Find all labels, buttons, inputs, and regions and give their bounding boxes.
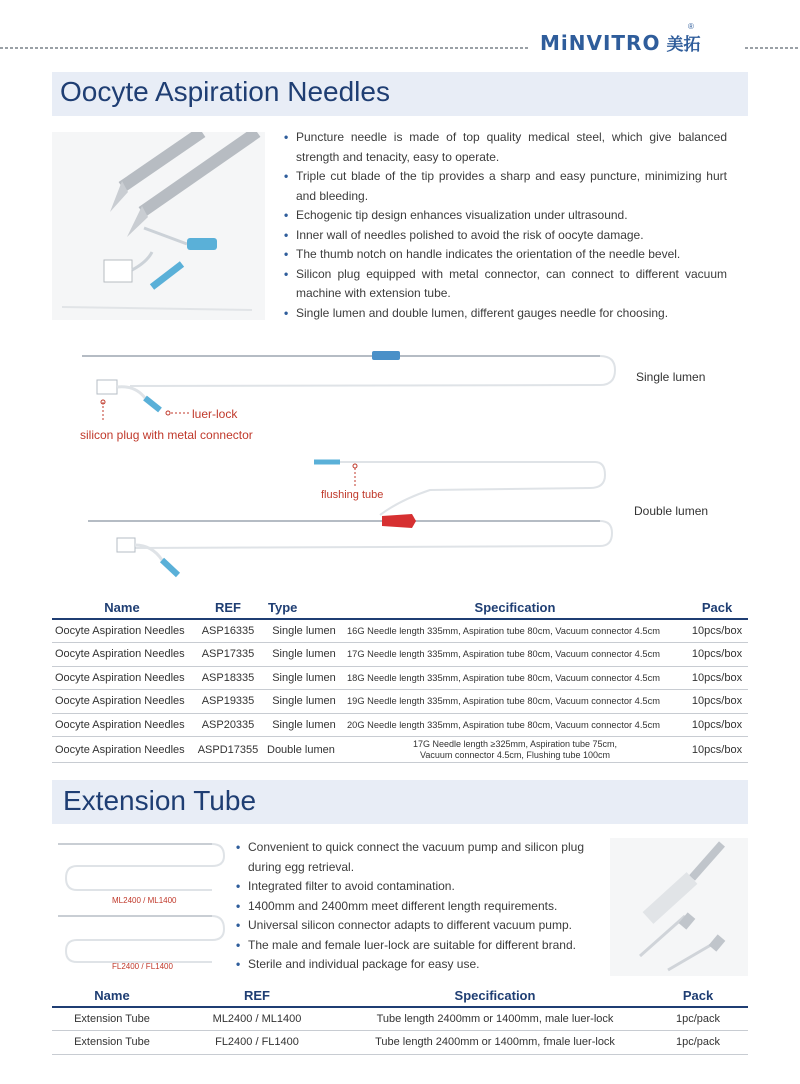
cell-type: Single lumen	[264, 666, 344, 690]
cell-pack: 1pc/pack	[648, 1031, 748, 1055]
cell-ref: ASP19335	[192, 690, 264, 714]
cell-spec: 18G Needle length 335mm, Aspiration tube 80cm, Vacuum connector 4.5cm	[344, 666, 686, 690]
cell-pack: 10pcs/box	[686, 643, 748, 667]
feature-item: • The thumb notch on handle indicates the orientation of the needle bevel.	[284, 245, 727, 265]
male-tube-label: ML2400 / ML1400	[112, 896, 177, 905]
cell-type: Single lumen	[264, 619, 344, 643]
col-name: Name	[52, 597, 192, 619]
feature-item: • Single lumen and double lumen, different gauges needle for choosing.	[284, 304, 727, 324]
col-name: Name	[52, 985, 172, 1007]
table-row	[52, 1007, 748, 1031]
spec-line: 17G Needle length ≥325mm, Aspiration tube 75cm,	[412, 738, 618, 749]
cell-name: Extension Tube	[52, 1007, 172, 1031]
table-row	[52, 690, 748, 714]
feature-item: • The male and female luer-lock are suitable for different brand.	[236, 936, 584, 956]
table-row	[52, 619, 748, 643]
cell-spec: 16G Needle length 335mm, Aspiration tube 80cm, Vacuum connector 4.5cm	[344, 619, 686, 643]
cell-type: Double lumen	[264, 737, 344, 763]
cell-spec: 20G Needle length 335mm, Aspiration tube 80cm, Vacuum connector 4.5cm	[344, 713, 686, 737]
cell-type: Single lumen	[264, 690, 344, 714]
cell-name: Oocyte Aspiration Needles	[52, 690, 192, 714]
cell-ref: ASP18335	[192, 666, 264, 690]
cell-ref: ASP20335	[192, 713, 264, 737]
col-spec: Specification	[342, 985, 648, 1007]
feature-list	[284, 128, 727, 323]
silicon-plug-label: silicon plug with metal connector	[80, 428, 253, 442]
logo-text: MiNVITRO	[540, 30, 661, 55]
section-title: Extension Tube	[63, 785, 257, 816]
col-ref: REF	[172, 985, 342, 1007]
col-pack: Pack	[686, 597, 748, 619]
feature-item: • Integrated filter to avoid contamination.	[236, 877, 584, 897]
cell-spec	[344, 737, 686, 763]
feature-item: • Inner wall of needles polished to avoid the risk of oocyte damage.	[284, 226, 727, 246]
col-ref: REF	[192, 597, 264, 619]
table-header-row	[52, 597, 748, 619]
extension-tube-photo	[610, 838, 748, 976]
header-divider	[0, 47, 530, 49]
cell-name: Oocyte Aspiration Needles	[52, 619, 192, 643]
cell-spec: Tube length 2400mm or 1400mm, fmale luer-lock	[342, 1031, 648, 1055]
col-pack: Pack	[648, 985, 748, 1007]
feature-item: • Triple cut blade of the tip provides a sharp and easy puncture, minimizing hurt and bleeding.	[284, 167, 727, 206]
feature-item: • Convenient to quick connect the vacuum pump and silicon plug during egg retrieval.	[236, 838, 584, 877]
needle-diagram	[0, 330, 800, 590]
cell-ref: ASPD17355	[192, 737, 264, 763]
feature-item: • Puncture needle is made of top quality medical steel, which give balanced strength and tenacity, easy to operate.	[284, 128, 727, 167]
single-lumen-label: Single lumen	[636, 370, 706, 384]
luer-lock-label: luer-lock	[192, 407, 238, 421]
cell-ref: ASP16335	[192, 619, 264, 643]
cell-type: Single lumen	[264, 713, 344, 737]
cell-pack: 10pcs/box	[686, 666, 748, 690]
logo-chinese: 美拓	[666, 35, 701, 55]
registered-mark: ®	[688, 22, 694, 31]
page-title: Oocyte Aspiration Needles	[60, 76, 390, 107]
cell-pack: 10pcs/box	[686, 713, 748, 737]
cell-type: Single lumen	[264, 643, 344, 667]
female-tube-label: FL2400 / FL1400	[112, 962, 173, 971]
cell-spec: 17G Needle length 335mm, Aspiration tube 80cm, Vacuum connector 4.5cm	[344, 643, 686, 667]
cell-spec: 19G Needle length 335mm, Aspiration tube 80cm, Vacuum connector 4.5cm	[344, 690, 686, 714]
brand-logo	[540, 22, 701, 55]
table-header-row	[52, 985, 748, 1007]
cell-spec: Tube length 2400mm or 1400mm, male luer-lock	[342, 1007, 648, 1031]
needle-spec-table	[52, 597, 748, 763]
table-row	[52, 737, 748, 763]
cell-pack: 10pcs/box	[686, 619, 748, 643]
needle-illustration	[52, 132, 265, 320]
cell-ref: ML2400 / ML1400	[172, 1007, 342, 1031]
feature-item: • Sterile and individual package for easy use.	[236, 955, 584, 975]
table-row	[52, 1031, 748, 1055]
cell-name: Oocyte Aspiration Needles	[52, 737, 192, 763]
double-lumen-label: Double lumen	[634, 504, 709, 518]
cell-name: Oocyte Aspiration Needles	[52, 643, 192, 667]
extension-spec-table	[52, 985, 748, 1055]
table-row	[52, 643, 748, 667]
cell-pack: 1pc/pack	[648, 1007, 748, 1031]
col-spec: Specification	[344, 597, 686, 619]
table-row	[52, 713, 748, 737]
needle-photo	[52, 132, 265, 320]
extension-feature-list	[236, 838, 584, 975]
cell-pack: 10pcs/box	[686, 690, 748, 714]
cell-ref: ASP17335	[192, 643, 264, 667]
col-type: Type	[264, 597, 344, 619]
feature-item: • Echogenic tip design enhances visualization under ultrasound.	[284, 206, 727, 226]
cell-pack: 10pcs/box	[686, 737, 748, 763]
cell-name: Extension Tube	[52, 1031, 172, 1055]
extension-tube-illustration	[610, 838, 748, 976]
spec-line: Vacuum connector 4.5cm, Flushing tube 100cm	[420, 749, 610, 760]
table-row	[52, 666, 748, 690]
header-divider-right	[745, 47, 800, 49]
cell-name: Oocyte Aspiration Needles	[52, 666, 192, 690]
flushing-tube-label: flushing tube	[321, 489, 384, 501]
feature-item: • Silicon plug equipped with metal connector, can connect to different vacuum machine with extension tube.	[284, 265, 727, 304]
cell-ref: FL2400 / FL1400	[172, 1031, 342, 1055]
feature-item: • 1400mm and 2400mm meet different length requirements.	[236, 897, 584, 917]
cell-name: Oocyte Aspiration Needles	[52, 713, 192, 737]
feature-item: • Universal silicon connector adapts to different vacuum pump.	[236, 916, 584, 936]
